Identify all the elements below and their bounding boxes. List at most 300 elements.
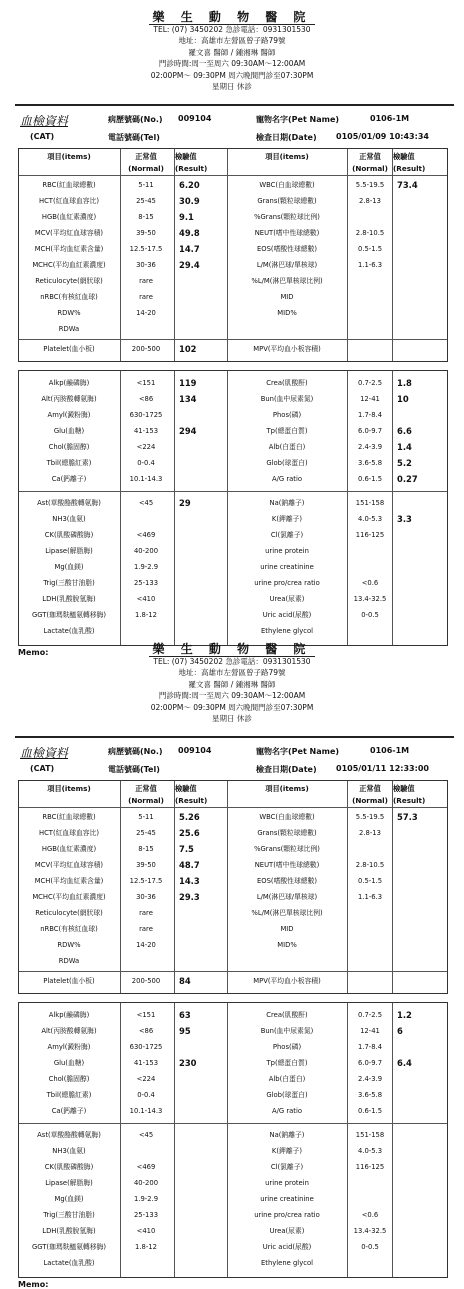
result-value	[175, 1042, 179, 1052]
cell-r-item: L/M(淋巴球/單核球)	[256, 261, 318, 269]
result-value	[175, 474, 179, 484]
cell-r-norm	[348, 289, 392, 305]
cell-r-res	[393, 1255, 447, 1271]
result-value	[393, 1210, 397, 1220]
cell-l-res	[175, 825, 225, 841]
cell-r-res	[393, 273, 447, 289]
result-value	[393, 1130, 397, 1140]
cell-l-norm: 5-11	[138, 181, 154, 189]
cell-r-norm: 13.4-32.5	[353, 595, 387, 603]
header-item: 項目(items)	[265, 152, 309, 161]
result-value	[393, 212, 397, 222]
cell-l-item: Tbil(總膽紅素)	[46, 459, 92, 467]
cell-l-norm: <151	[136, 379, 156, 387]
cell-l-norm: 1.9-2.9	[133, 563, 159, 571]
cell-l-item: Ast(草酸酪酸轉氨脢)	[37, 1131, 101, 1139]
cell-r-norm: 1.1-6.3	[357, 893, 383, 901]
table-row	[19, 1223, 447, 1239]
cell-r-res	[393, 1087, 447, 1103]
cell-l-norm: 30-36	[136, 893, 156, 901]
cell-r-res	[393, 937, 447, 953]
cell-r-norm	[348, 937, 392, 953]
cell-l-res	[175, 209, 225, 225]
cell-l-item: LDH(乳酸脫氫脢)	[42, 595, 96, 603]
cell-r-res	[393, 559, 447, 575]
table-row	[19, 423, 447, 439]
cell-r-norm: 12-41	[360, 1027, 380, 1035]
cell-l-res	[175, 407, 225, 423]
cell-l-item: NH3(血氨)	[52, 1147, 86, 1155]
cell-r-norm	[348, 273, 392, 289]
result-value	[175, 1258, 179, 1268]
cell-l-item: RBC(紅血球總數)	[42, 181, 96, 189]
cell-r-item: MPV(平均血小板容積)	[253, 345, 321, 353]
cell-l-item: Chol(膽固醇)	[48, 443, 90, 451]
clinic-name	[0, 642, 464, 656]
cell-r-item: EOS(嗜酸性球總數)	[256, 245, 318, 253]
result-value	[175, 1210, 179, 1220]
record-no-value: 009104	[178, 114, 212, 123]
result-value	[393, 196, 397, 206]
result-value: 10	[397, 394, 409, 404]
result-value: 1.2	[397, 1010, 412, 1020]
cell-l-norm: <151	[136, 1011, 156, 1019]
cell-l-item: Lipase(解脂脢)	[45, 547, 93, 555]
table-row	[19, 953, 447, 969]
cell-l-item: RDW%	[57, 941, 81, 949]
cell-l-norm: 40-200	[133, 1179, 159, 1187]
table-row	[19, 857, 447, 873]
table-header	[19, 781, 447, 808]
cell-r-norm: 0-0.5	[361, 611, 379, 619]
result-value: 6	[397, 1026, 403, 1036]
cell-l-norm: <469	[136, 1163, 156, 1171]
cell-l-norm: 630-1725	[129, 411, 163, 419]
result-value	[393, 324, 397, 334]
table-row	[19, 1143, 447, 1159]
result-value	[175, 940, 179, 950]
cell-l-norm: 5-11	[138, 813, 154, 821]
cell-l-res	[175, 391, 225, 407]
cell-l-res	[175, 809, 225, 825]
cell-r-norm: 0.6-1.5	[357, 475, 383, 483]
exam-date-value: 0105/01/09 10:43:34	[336, 132, 429, 141]
table-row	[19, 273, 447, 289]
species-label: (CAT)	[30, 764, 55, 773]
cell-l-res	[175, 889, 225, 905]
result-value	[393, 546, 397, 556]
cell-r-res	[393, 209, 447, 225]
cell-r-res	[393, 1175, 447, 1191]
cell-l-norm: 39-50	[136, 861, 156, 869]
header-normal: 正常值 (Normal)	[128, 152, 164, 173]
cell-l-item: Reticulocyte(網狀球)	[35, 909, 103, 917]
cell-l-res	[175, 607, 225, 623]
cell-l-item: Chol(膽固醇)	[48, 1075, 90, 1083]
cell-r-res	[393, 423, 447, 439]
clinic-hours1: 門診時間:周一至周六 09:30AM～12:00AM	[158, 59, 306, 69]
cell-r-res	[393, 809, 447, 825]
report-logo: 血檢資料	[20, 746, 69, 760]
cell-r-norm	[348, 953, 392, 969]
cell-l-res	[175, 471, 225, 487]
result-value	[175, 1106, 179, 1116]
cell-r-norm: 5.5-19.5	[355, 181, 385, 189]
result-value	[393, 610, 397, 620]
result-value	[393, 308, 397, 318]
result-value	[175, 1242, 179, 1252]
cell-r-item: Crea(肌酸酐)	[266, 379, 308, 387]
cell-l-norm: <224	[136, 443, 156, 451]
result-value	[393, 228, 397, 238]
table-row	[19, 391, 447, 407]
cell-r-item: Na(鈉離子)	[269, 499, 305, 507]
result-value	[175, 594, 179, 604]
cell-l-norm: 39-50	[136, 229, 156, 237]
clinic-name-text: 樂 生 動 物 醫 院	[149, 10, 316, 25]
result-value	[393, 1258, 397, 1268]
result-value	[393, 828, 397, 838]
cell-l-res	[175, 527, 225, 543]
cell-r-item: WBC(白血球總數)	[259, 181, 315, 189]
result-value	[175, 924, 179, 934]
cell-r-norm: 2.4-3.9	[357, 443, 383, 451]
cell-r-norm: 12-41	[360, 395, 380, 403]
cell-r-norm: 2.8-10.5	[355, 861, 385, 869]
cell-l-norm: <45	[138, 499, 154, 507]
cell-r-norm	[348, 841, 392, 857]
table-row	[19, 257, 447, 273]
cell-l-item: Alt(丙胺酸轉氨脢)	[41, 1027, 97, 1035]
table-row	[19, 1127, 447, 1143]
cell-r-item: Uric acid(尿酸)	[262, 611, 312, 619]
table-row	[19, 1175, 447, 1191]
table-row	[19, 905, 447, 921]
cell-r-item: Na(鈉離子)	[269, 1131, 305, 1139]
cell-r-item	[227, 953, 347, 969]
result-value	[175, 578, 179, 588]
cell-l-item: nRBC(有核紅血球)	[40, 293, 98, 301]
cell-r-res	[393, 341, 447, 357]
cell-r-res	[393, 1007, 447, 1023]
cell-r-res	[393, 455, 447, 471]
result-value	[175, 1226, 179, 1236]
table-row	[19, 889, 447, 905]
cell-r-res	[393, 591, 447, 607]
header-result: 檢驗值 (Result)	[393, 784, 426, 805]
cell-r-item: Grans(顆粒球總數)	[257, 829, 317, 837]
cell-l-norm: 40-200	[133, 547, 159, 555]
result-value	[393, 410, 397, 420]
cell-r-item: K(鉀離子)	[271, 515, 303, 523]
result-value: 1.4	[397, 442, 412, 452]
cell-l-item: LDH(乳酸脫氫脢)	[42, 1227, 96, 1235]
result-value	[393, 976, 397, 986]
cell-r-norm	[348, 905, 392, 921]
clinic-hours1: 門診時間:周一至周六 09:30AM～12:00AM	[158, 691, 306, 701]
cell-l-item: MCV(平均紅血球容積)	[34, 861, 104, 869]
cell-r-item: Alb(白蛋白)	[268, 1075, 306, 1083]
cell-l-norm: 0-0.4	[137, 1091, 155, 1099]
clinic-hours3: 星期日 休診	[212, 714, 252, 724]
cell-r-item: Uric acid(尿酸)	[262, 1243, 312, 1251]
cbc-table	[18, 780, 448, 994]
cell-l-item: MCHC(平均血紅素濃度)	[32, 893, 106, 901]
cell-r-norm: <0.6	[361, 579, 379, 587]
table-row	[19, 341, 447, 357]
cell-l-norm: <469	[136, 531, 156, 539]
cell-r-res	[393, 1127, 447, 1143]
result-value: 7.5	[179, 844, 194, 854]
result-value	[175, 1074, 179, 1084]
clinic-doctors: 羅文喜 醫師 / 鍾湘琳 醫師	[188, 679, 276, 689]
cell-r-res	[393, 241, 447, 257]
clinic-name-text: 樂 生 動 物 醫 院	[149, 642, 316, 657]
cell-r-norm: 6.0-9.7	[357, 427, 383, 435]
cell-r-norm: 3.6-5.8	[357, 1091, 383, 1099]
report-page	[0, 632, 464, 1289]
result-value	[175, 562, 179, 572]
cell-r-norm: 151-158	[355, 1131, 385, 1139]
memo-label: Memo:	[18, 1280, 49, 1289]
section-separator	[19, 339, 447, 340]
record-no-label: 病歷號碼(No.)	[108, 747, 163, 756]
cell-l-res	[175, 1055, 225, 1071]
result-value: 30.9	[179, 196, 200, 206]
cell-l-res	[175, 591, 225, 607]
result-value	[175, 530, 179, 540]
result-value	[175, 458, 179, 468]
cell-l-res	[175, 1191, 225, 1207]
cell-r-res	[393, 1103, 447, 1119]
result-value: 57.3	[397, 812, 418, 822]
cell-l-res	[175, 511, 225, 527]
result-value	[175, 1130, 179, 1140]
cell-r-item: Tp(總蛋白質)	[266, 427, 308, 435]
cell-l-res	[175, 857, 225, 873]
result-value	[175, 514, 179, 524]
cell-r-norm: 2.8-13	[359, 197, 381, 205]
cell-l-res	[175, 289, 225, 305]
cell-r-res	[393, 1207, 447, 1223]
header-normal: 正常值 (Normal)	[128, 784, 164, 805]
cell-r-res	[393, 953, 447, 969]
cell-r-item: NEUT(嗜中性球總數)	[254, 861, 320, 869]
cell-r-res	[393, 1023, 447, 1039]
cell-l-norm: 12.5-17.5	[129, 245, 163, 253]
cell-r-item: %Grans(顆粒球比例)	[254, 845, 320, 853]
cell-l-res	[175, 1007, 225, 1023]
cell-l-res	[175, 1023, 225, 1039]
cell-r-res	[393, 257, 447, 273]
cell-r-norm	[348, 559, 392, 575]
cell-l-norm: 200-500	[131, 977, 161, 985]
cell-l-norm: 1.8-12	[135, 611, 157, 619]
cell-r-item: %L/M(淋巴單核球比例)	[251, 909, 323, 917]
cell-l-res	[175, 1223, 225, 1239]
cell-r-item: A/G ratio	[271, 475, 303, 483]
cell-l-norm: 30-36	[136, 261, 156, 269]
cell-l-res	[175, 1103, 225, 1119]
cell-r-item: Tp(總蛋白質)	[266, 1059, 308, 1067]
result-value	[175, 292, 179, 302]
cell-r-norm: 0.7-2.5	[357, 379, 383, 387]
cell-r-norm: 3.6-5.8	[357, 459, 383, 467]
result-value: 6.6	[397, 426, 412, 436]
cell-r-item: %L/M(淋巴單核球比例)	[251, 277, 323, 285]
cell-r-norm: 6.0-9.7	[357, 1059, 383, 1067]
cell-l-item: MCV(平均紅血球容積)	[34, 229, 104, 237]
section-separator	[19, 1123, 447, 1124]
table-row	[19, 209, 447, 225]
header-normal: 正常值 (Normal)	[352, 152, 388, 173]
cell-r-item: Glob(球蛋白)	[266, 459, 308, 467]
header-rule	[15, 104, 454, 106]
cell-l-norm: rare	[139, 293, 153, 301]
cell-r-norm	[348, 1175, 392, 1191]
cell-r-item: Urea(尿素)	[269, 595, 305, 603]
result-value: 14.7	[179, 244, 200, 254]
cell-l-res	[175, 1175, 225, 1191]
result-value	[175, 1162, 179, 1172]
cell-r-res	[393, 607, 447, 623]
cell-l-item: Mg(血鎂)	[54, 563, 84, 571]
result-value	[393, 1146, 397, 1156]
result-value: 29.3	[179, 892, 200, 902]
cell-r-norm: 2.8-10.5	[355, 229, 385, 237]
cell-l-item: Lactate(血乳酸)	[43, 627, 95, 635]
result-value	[393, 844, 397, 854]
cell-l-item: MCHC(平均血紅素濃度)	[32, 261, 106, 269]
cell-l-norm	[120, 321, 172, 337]
cell-l-res	[175, 873, 225, 889]
cell-r-res	[393, 825, 447, 841]
cell-r-item: Bun(血中尿素氮)	[260, 1027, 314, 1035]
cell-l-norm: 1.8-12	[135, 1243, 157, 1251]
result-value	[393, 876, 397, 886]
cell-l-res	[175, 1239, 225, 1255]
cell-l-res	[175, 193, 225, 209]
result-value: 95	[179, 1026, 191, 1036]
result-value	[393, 1106, 397, 1116]
table-row	[19, 591, 447, 607]
cell-r-norm: 0-0.5	[361, 1243, 379, 1251]
cell-l-item: Platelet(血小板)	[43, 977, 95, 985]
result-value: 134	[179, 394, 197, 404]
cell-l-norm: 8-15	[138, 845, 154, 853]
chemistry-table	[18, 1002, 448, 1278]
cell-l-res	[175, 341, 225, 357]
cell-r-res	[393, 1223, 447, 1239]
result-value: 6.4	[397, 1058, 412, 1068]
cell-r-item: Bun(血中尿素氮)	[260, 395, 314, 403]
cell-l-norm: 14-20	[136, 309, 156, 317]
cell-r-item: Phos(磷)	[272, 1043, 302, 1051]
table-row	[19, 241, 447, 257]
cell-l-res	[175, 375, 225, 391]
result-value: 3.3	[397, 514, 412, 524]
cell-r-item: MPV(平均血小板容積)	[253, 977, 321, 985]
cell-r-norm	[348, 543, 392, 559]
result-value	[393, 1242, 397, 1252]
cell-l-res	[175, 543, 225, 559]
cell-l-item: Glu(血糖)	[53, 427, 85, 435]
cell-l-norm: <410	[136, 1227, 156, 1235]
cell-l-res	[175, 305, 225, 321]
cell-l-res	[175, 225, 225, 241]
table-row	[19, 1103, 447, 1119]
cell-l-item: NH3(血氨)	[52, 515, 86, 523]
clinic-phone: TEL: (07) 3450202 急診電話：0931301530	[153, 657, 311, 666]
record-no-value: 009104	[178, 746, 212, 755]
cell-l-res	[175, 1039, 225, 1055]
table-row	[19, 305, 447, 321]
cell-l-item: Amyl(澱粉脢)	[47, 1043, 91, 1051]
pet-name-label: 寵物名字(Pet Name)	[256, 115, 340, 124]
result-value	[393, 1090, 397, 1100]
cell-r-norm	[348, 321, 392, 337]
table-row	[19, 1071, 447, 1087]
cell-r-res	[393, 1071, 447, 1087]
section-separator	[19, 971, 447, 972]
cell-r-norm	[348, 1191, 392, 1207]
cell-r-item: MID	[280, 925, 294, 933]
table-row	[19, 455, 447, 471]
cell-r-norm: 2.4-3.9	[357, 1075, 383, 1083]
cell-l-res	[175, 455, 225, 471]
cell-l-norm: <86	[138, 1027, 154, 1035]
result-value: 119	[179, 378, 197, 388]
table-row	[19, 1207, 447, 1223]
cell-r-norm: 13.4-32.5	[353, 1227, 387, 1235]
cell-r-item: L/M(淋巴球/單核球)	[256, 893, 318, 901]
cell-r-item: MID	[280, 293, 294, 301]
table-row	[19, 321, 447, 337]
cell-r-item: urine protein	[265, 1179, 309, 1187]
cell-l-item: Alt(丙胺酸轉氨脢)	[41, 395, 97, 403]
result-value: 230	[179, 1058, 197, 1068]
cell-r-res	[393, 193, 447, 209]
cell-l-norm: 0-0.4	[137, 459, 155, 467]
result-value: 5.26	[179, 812, 200, 822]
clinic-header	[0, 10, 464, 92]
cell-l-res	[175, 177, 225, 193]
cell-l-res	[175, 321, 225, 337]
result-value	[175, 1090, 179, 1100]
cell-l-item: Mg(血鎂)	[54, 1195, 84, 1203]
cell-r-norm	[348, 305, 392, 321]
header-result: 檢驗值 (Result)	[393, 152, 426, 173]
cell-l-item: MCH(平均血紅素含量)	[34, 245, 104, 253]
result-value	[393, 276, 397, 286]
cell-r-res	[393, 1191, 447, 1207]
cell-l-norm: <410	[136, 595, 156, 603]
cell-l-norm: 12.5-17.5	[129, 877, 163, 885]
result-value: 25.6	[179, 828, 200, 838]
result-value	[175, 442, 179, 452]
cell-l-res	[175, 439, 225, 455]
cell-l-norm	[120, 511, 172, 527]
cell-r-res	[393, 1239, 447, 1255]
cell-r-norm: <0.6	[361, 1211, 379, 1219]
cell-l-res	[175, 1159, 225, 1175]
cbc-table	[18, 148, 448, 362]
table-row	[19, 1191, 447, 1207]
cell-r-item: Alb(白蛋白)	[268, 443, 306, 451]
result-value: 102	[179, 344, 197, 354]
cell-l-res	[175, 575, 225, 591]
result-value	[393, 940, 397, 950]
